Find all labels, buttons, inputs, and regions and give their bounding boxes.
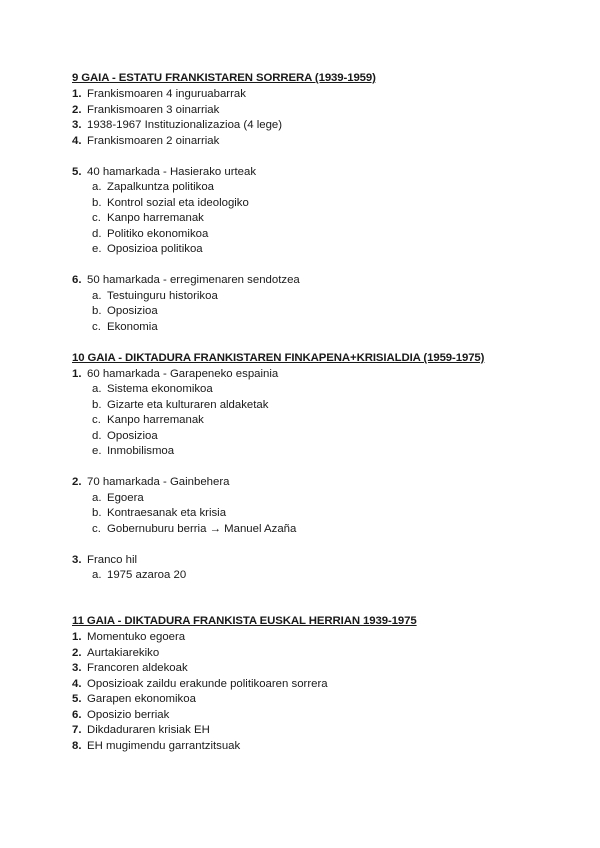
- item-text: Oposizio berriak: [87, 708, 170, 721]
- sub-item-text: Sistema ekonomikoa: [107, 383, 213, 395]
- sub-item-text: Kanpo harremanak: [107, 212, 204, 224]
- sub-item-text: 1975 azaroa 20: [107, 569, 187, 581]
- sub-item-letter: d.: [92, 227, 102, 240]
- item-number: 6.: [72, 274, 82, 286]
- section-title: 10 GAIA - DIKTADURA FRANKISTAREN FINKAPENA+KRISIALDIA (1959-1975): [72, 352, 485, 364]
- sub-item-letter: a.: [92, 491, 102, 504]
- sub-item-text: Kontraesanak eta krisia: [107, 507, 227, 519]
- sub-item-letter: e.: [92, 243, 102, 255]
- item-number: 4.: [72, 134, 82, 147]
- item-text: Garapen ekonomikoa: [87, 693, 196, 705]
- item-number: 5.: [72, 693, 82, 705]
- sub-item-text: Ekonomia: [107, 320, 158, 333]
- item-number: 1.: [72, 631, 82, 643]
- item-text: EH mugimendu garrantzitsuak: [87, 739, 241, 752]
- sub-item-letter: c.: [92, 212, 101, 224]
- sub-item-letter: b.: [92, 305, 102, 317]
- item-text: 50 hamarkada - erregimenaren sendotzea: [87, 274, 300, 286]
- sub-item-text: Testuinguru historikoa: [107, 289, 218, 302]
- item-text: Francoren aldekoak: [87, 662, 188, 674]
- item-number: 2.: [72, 476, 82, 488]
- item-number: 2.: [72, 646, 82, 659]
- item-number: 1.: [72, 88, 82, 100]
- section-title: 9 GAIA - ESTATU FRANKISTAREN SORRERA (1939-1959): [72, 72, 376, 84]
- sub-item-letter: c.: [92, 320, 101, 333]
- item-text: Franco hil: [87, 553, 138, 566]
- sub-item-letter: a.: [92, 383, 102, 395]
- sub-item-letter: b.: [92, 196, 102, 209]
- sub-item-text: Inmobilismoa: [107, 445, 175, 457]
- sub-item-letter: a.: [92, 569, 102, 581]
- sub-item-letter: a.: [92, 289, 102, 302]
- sub-item-letter: d.: [92, 429, 102, 442]
- sub-item-text: Gobernuburu berria → Manuel Azaña: [107, 522, 297, 535]
- item-text: 70 hamarkada - Gainbehera: [87, 476, 230, 488]
- sub-item-text: Egoera: [107, 491, 144, 504]
- item-text: Oposizioak zaildu erakunde politikoaren sorrera: [87, 677, 328, 690]
- sub-item-text: Kanpo harremanak: [107, 414, 204, 426]
- item-text: 1938-1967 Instituzionalizazioa (4 lege): [87, 119, 283, 131]
- item-number: 8.: [72, 739, 82, 752]
- item-text: 60 hamarkada - Garapeneko espainia: [87, 367, 279, 380]
- item-text: Dikdaduraren krisiak EH: [87, 724, 210, 736]
- sub-item-text: Politiko ekonomikoa: [107, 227, 209, 240]
- sub-item-text: Gizarte eta kulturaren aldaketak: [107, 398, 269, 411]
- sub-item-letter: b.: [92, 507, 102, 519]
- sub-item-text: Oposizioa: [107, 429, 158, 442]
- item-number: 4.: [72, 677, 82, 690]
- section-title: 11 GAIA - DIKTADURA FRANKISTA EUSKAL HERRIAN 1939-1975: [72, 615, 417, 627]
- sub-item-letter: c.: [92, 522, 101, 535]
- item-number: 2.: [72, 103, 82, 116]
- item-number: 6.: [72, 708, 82, 721]
- item-number: 3.: [72, 119, 82, 131]
- sub-item-letter: e.: [92, 445, 102, 457]
- sub-item-text: Oposizioa: [107, 305, 158, 317]
- item-text: Momentuko egoera: [87, 631, 186, 643]
- item-text: 40 hamarkada - Hasierako urteak: [87, 165, 257, 178]
- item-text: Frankismoaren 2 oinarriak: [87, 134, 220, 147]
- sub-item-letter: c.: [92, 414, 101, 426]
- item-text: Frankismoaren 3 oinarriak: [87, 103, 220, 116]
- item-number: 3.: [72, 662, 82, 674]
- sub-item-text: Zapalkuntza politikoa: [107, 181, 215, 193]
- item-number: 1.: [72, 367, 82, 380]
- item-text: Frankismoaren 4 inguruabarrak: [87, 88, 246, 100]
- sub-item-text: Kontrol sozial eta ideologiko: [107, 196, 249, 209]
- item-number: 3.: [72, 553, 82, 566]
- sub-item-letter: a.: [92, 181, 102, 193]
- item-number: 5.: [72, 165, 82, 178]
- item-text: Aurtakiarekiko: [87, 646, 160, 659]
- sub-item-letter: b.: [92, 398, 102, 411]
- item-number: 7.: [72, 724, 82, 736]
- sub-item-text: Oposizioa politikoa: [107, 243, 203, 255]
